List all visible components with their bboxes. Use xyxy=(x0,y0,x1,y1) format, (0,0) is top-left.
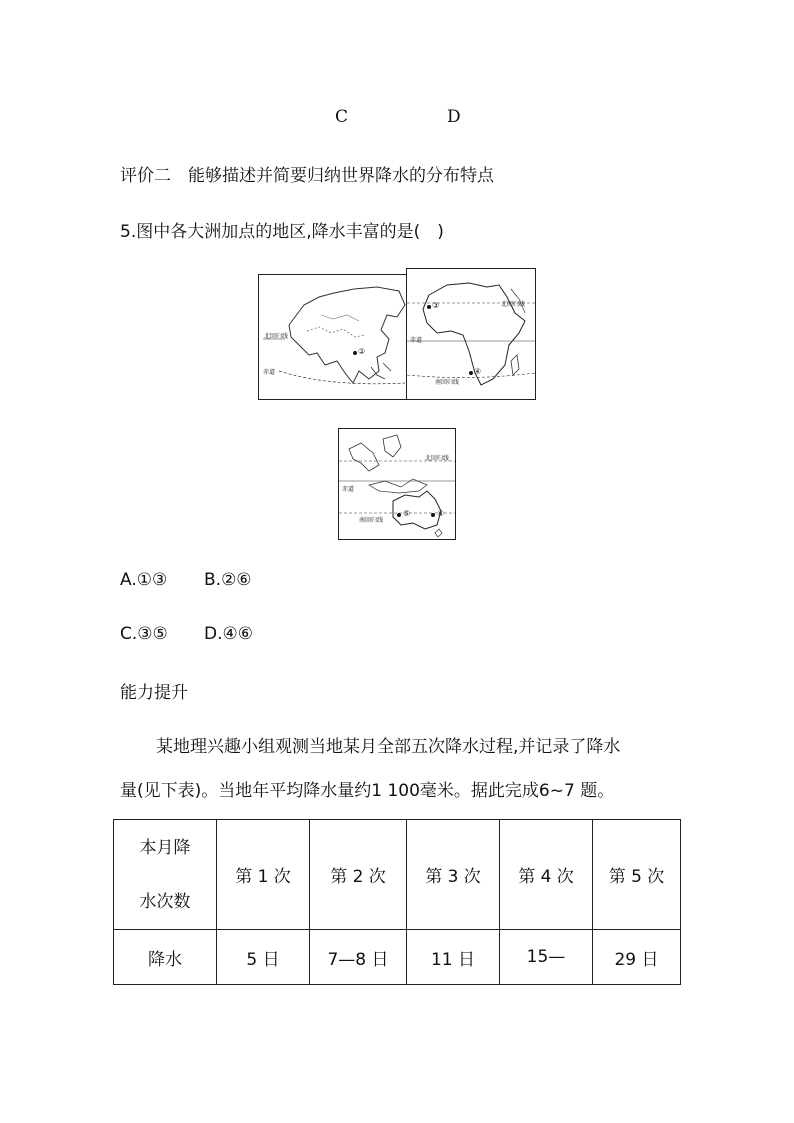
row-value-2: 7—8 日 xyxy=(310,930,407,985)
africa-tropic-n-label: 北回归线 xyxy=(501,301,526,308)
africa-marker-3: ③ xyxy=(432,301,440,310)
header-3: 第 3 次 xyxy=(407,820,500,930)
precipitation-table xyxy=(113,819,681,985)
oceania-equator-label: 赤道 xyxy=(342,486,355,493)
question-5-stem: 5.图中各大洲加点的地区,降水丰富的是( ) xyxy=(120,222,444,242)
africa-map xyxy=(406,268,536,400)
oceania-marker-6: ⑥ xyxy=(437,509,445,518)
option-a: A.①③ xyxy=(120,570,168,590)
row-value-1: 5 日 xyxy=(217,930,310,985)
header-count-line-1: 本月降 xyxy=(139,837,191,858)
asia-marker-2: ② xyxy=(358,347,366,356)
oceania-marker-5: ⑤ xyxy=(403,509,411,518)
header-2: 第 2 次 xyxy=(310,820,407,930)
africa-marker-4: ④ xyxy=(474,367,482,376)
africa-equator-label: 赤道 xyxy=(410,337,423,344)
header-1: 第 1 次 xyxy=(217,820,310,930)
option-d-label: D xyxy=(447,107,461,127)
africa-tropic-s-label: 南回归线 xyxy=(435,379,460,386)
oceania-map-drawing xyxy=(339,429,455,539)
oceania-tropic-s-label: 南回归线 xyxy=(359,517,384,524)
option-d: D.④⑥ xyxy=(204,624,253,644)
row-value-5: 29 日 xyxy=(593,930,681,985)
oceania-tropic-n-label: 北回归线 xyxy=(425,455,450,462)
row-value-4: 15— xyxy=(500,930,593,985)
option-b: B.②⑥ xyxy=(204,570,252,590)
row-value-3: 11 日 xyxy=(407,930,500,985)
header-4: 第 4 次 xyxy=(500,820,593,930)
passage-line-1: 某地理兴趣小组观测当地某月全部五次降水过程,并记录了降水 xyxy=(156,737,621,757)
row-label: 降水 xyxy=(114,930,217,985)
option-c-label: C xyxy=(335,107,349,127)
asia-equator-label: 赤道 xyxy=(263,369,276,376)
section-title: 评价二 能够描述并简要归纳世界降水的分布特点 xyxy=(120,166,494,186)
asia-tropic-label: 北回归线 xyxy=(264,333,289,340)
asia-map xyxy=(258,274,408,400)
header-5: 第 5 次 xyxy=(593,820,681,930)
table-header-row xyxy=(114,820,681,930)
header-count-line-2: 水次数 xyxy=(139,891,191,912)
option-c: C.③⑤ xyxy=(120,624,168,644)
oceania-map xyxy=(338,428,456,540)
ability-title: 能力提升 xyxy=(120,683,188,703)
passage-line-2: 量(见下表)。当地年平均降水量约1 100毫米。据此完成6~7 题。 xyxy=(120,781,615,801)
africa-map-drawing xyxy=(407,269,535,399)
table-row xyxy=(114,930,681,985)
header-count-cell xyxy=(114,820,217,930)
